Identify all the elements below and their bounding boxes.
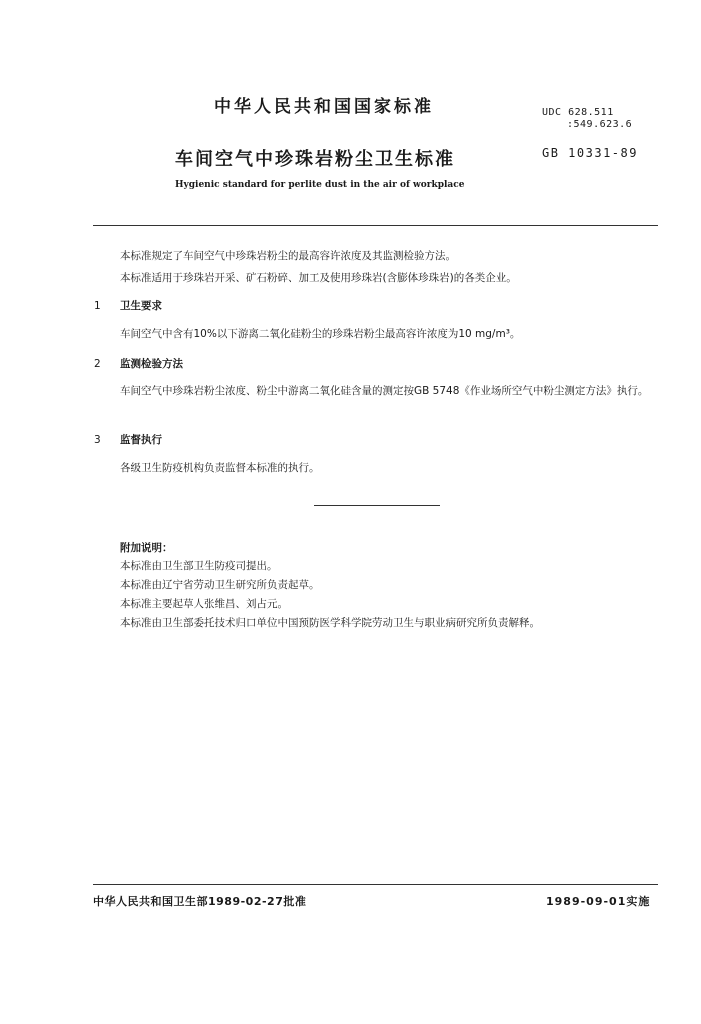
section-body-2: 车间空气中珍珠岩粉尘浓度、粉尘中游离二氧化硅含量的测定按GB 5748《作业场所空气中粉尘测定方法》执行。 xyxy=(120,385,649,397)
section-title: 监督执行 xyxy=(120,434,162,446)
section-heading-3 xyxy=(94,432,162,447)
section-heading-2 xyxy=(94,356,183,371)
note-item: 本标准主要起草人张维昌、刘占元。 xyxy=(120,598,288,610)
udc-code-line1: UDC 628.511 xyxy=(542,107,614,118)
document-title: 车间空气中珍珠岩粉尘卫生标准 xyxy=(175,149,455,170)
section-number: 1 xyxy=(94,300,101,312)
note-item: 本标准由辽宁省劳动卫生研究所负责起草。 xyxy=(120,579,320,591)
approval-line: 中华人民共和国卫生部1989-02-27批准 xyxy=(93,895,307,908)
note-item: 本标准由卫生部卫生防疫司提出。 xyxy=(120,560,278,572)
section-body-3: 各级卫生防疫机构负责监督本标准的执行。 xyxy=(120,462,320,474)
english-title: Hygienic standard for perlite dust in the air of workplace xyxy=(175,180,465,190)
footer-divider xyxy=(93,884,658,885)
effective-date: 1989-09-01实施 xyxy=(546,895,651,908)
end-divider xyxy=(314,505,440,506)
top-divider xyxy=(93,225,658,226)
notes-heading: 附加说明： xyxy=(120,542,173,554)
section-number: 2 xyxy=(94,358,101,370)
section-heading-1 xyxy=(94,298,162,313)
intro-paragraph-2: 本标准适用于珍珠岩开采、矿石粉碎、加工及使用珍珠岩(含膨体珍珠岩)的各类企业。 xyxy=(120,272,517,284)
section-title: 监测检验方法 xyxy=(120,358,183,370)
udc-code-line2: :549.623.6 xyxy=(567,119,633,130)
note-item: 本标准由卫生部委托技术归口单位中国预防医学科学院劳动卫生与职业病研究所负责解释。 xyxy=(120,617,540,629)
intro-paragraph-1: 本标准规定了车间空气中珍珠岩粉尘的最高容许浓度及其监测检验方法。 xyxy=(120,250,456,262)
section-title: 卫生要求 xyxy=(120,300,162,312)
section-body-1: 车间空气中含有10%以下游离二氧化硅粉尘的珍珠岩粉尘最高容许浓度为10 mg/m³。 xyxy=(120,328,521,340)
national-standard-heading: 中华人民共和国国家标准 xyxy=(214,97,434,117)
section-number: 3 xyxy=(94,434,101,446)
gb-number: GB 10331-89 xyxy=(542,146,638,160)
